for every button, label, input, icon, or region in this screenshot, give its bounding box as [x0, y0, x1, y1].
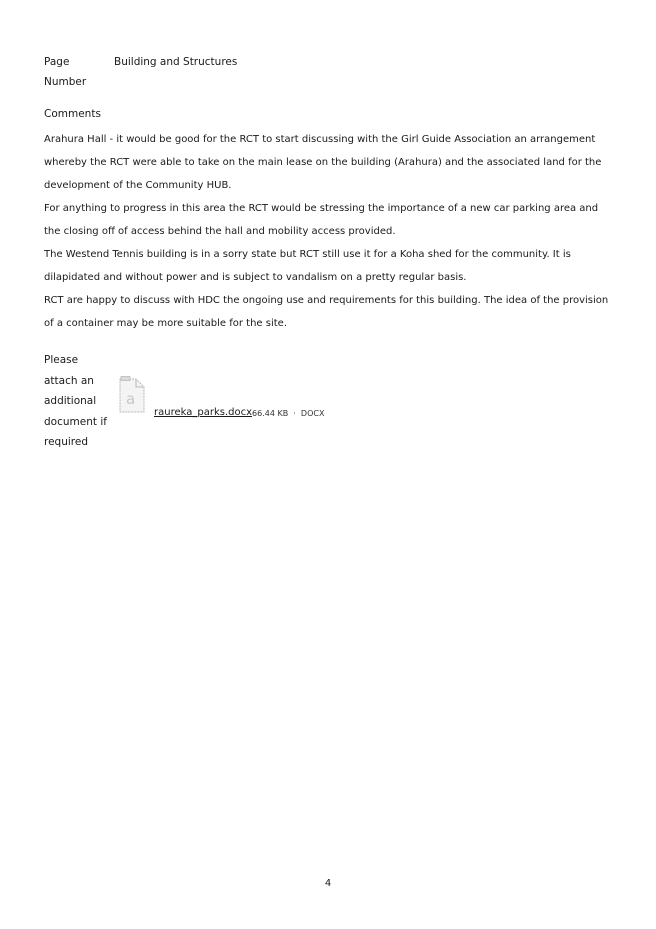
footer-page-number: 4	[324, 878, 332, 889]
comment-paragraph: The Westend Tennis building is in a sorry state but RCT still use it for a Koha shed for the community. It is dilapidated and without power and is subject to vandalism on a pretty regular basis.	[44, 249, 571, 283]
comments-body	[44, 128, 614, 335]
attachment-separator: ·	[293, 409, 296, 418]
attachment-file-type: DOCX	[300, 409, 325, 418]
attach-document-label: Please attach an additional document if required	[44, 354, 107, 448]
attachment-file-meta	[252, 409, 324, 418]
comment-paragraph: RCT are happy to discuss with HDC the ongoing use and requirements for this building. The idea of the provision of a container may be more suitable for the site.	[44, 295, 609, 329]
comment-paragraph: Arahura Hall - it would be good for the RCT to start discussing with the Girl Guide Association an arrangement whereby the RCT were able to take on the main lease on the building (Arahura) and the associated land for the development of the Community HUB.	[44, 134, 602, 191]
page-number-label: Page Number	[44, 56, 87, 88]
svg-text:a: a	[126, 390, 136, 408]
attachment-file-size: 66.44 KB	[252, 409, 289, 418]
page-number-value: Building and Structures	[114, 56, 238, 68]
document-file-icon[interactable]	[118, 376, 146, 414]
attachment-file-link[interactable]: raureka_parks.docx	[154, 407, 253, 418]
comment-paragraph: For anything to progress in this area the RCT would be stressing the importance of a new car parking area and the closing off of access behind the hall and mobility access provided.	[44, 203, 599, 237]
comments-label: Comments	[44, 108, 101, 120]
